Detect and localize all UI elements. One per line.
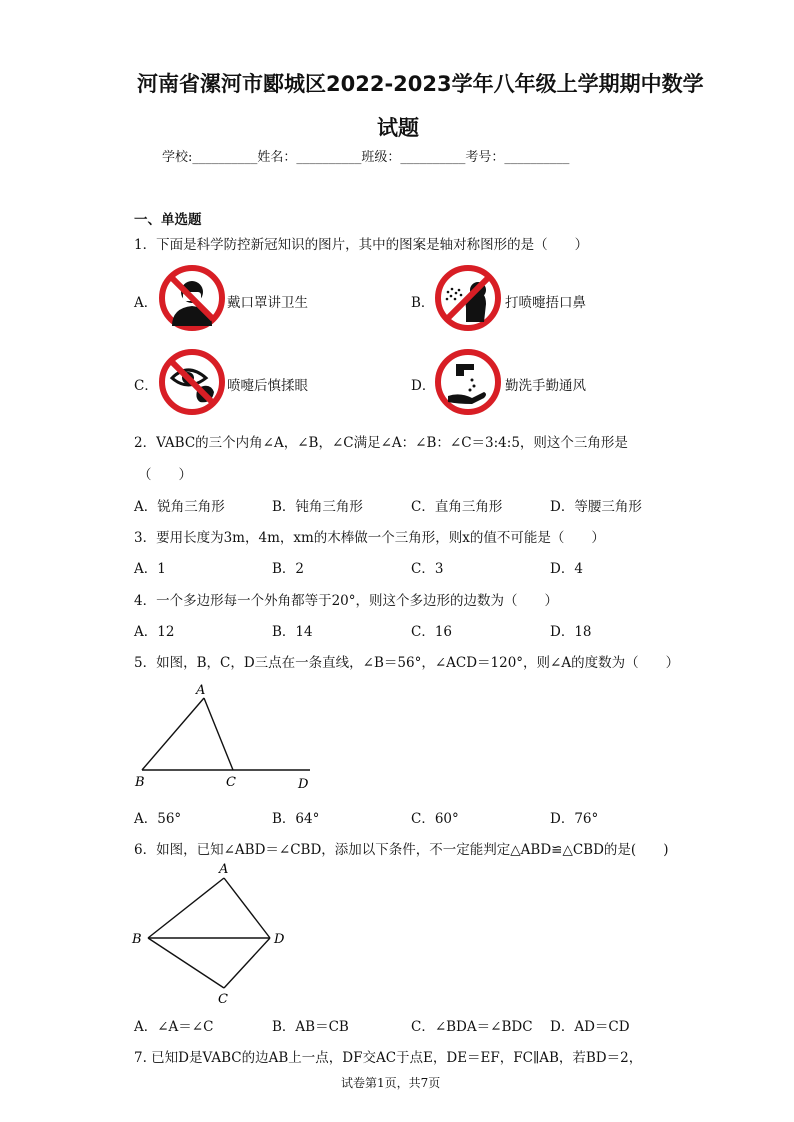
q2-option-b: B．钝角三角形: [272, 499, 363, 515]
handwash-icon: [434, 348, 502, 416]
q3-option-b: B．2: [272, 561, 305, 577]
section-heading: 一、单选题: [134, 212, 202, 228]
q6-option-d: D．AD＝CD: [550, 1019, 630, 1035]
mask-person-icon: [158, 264, 226, 332]
q5-segment-ab: [142, 698, 204, 770]
q5-label-c: C: [226, 775, 236, 790]
question-7-stem: 7. 已知D是VABC的边AB上一点，DF交AC于点E，DE＝EF，FC∥AB，若BD＝2，: [134, 1050, 643, 1066]
q1-option-c-letter: C．: [134, 378, 158, 394]
q1-option-b-caption: 打喷嚏捂口鼻: [505, 295, 586, 311]
q6-segment-cd: [224, 938, 270, 988]
question-2-stem: 2．VABC的三个内角∠A，∠B，∠C满足∠A：∠B：∠C＝3:4:5，则这个三角形是: [134, 435, 628, 451]
q3-option-d: D．4: [550, 561, 583, 577]
q6-option-b: B．AB＝CB: [272, 1019, 349, 1035]
q6-segment-bc: [148, 938, 224, 988]
q2-option-c: C．直角三角形: [411, 499, 503, 515]
question-3-stem: 3．要用长度为3m，4m，xm的木棒做一个三角形，则x的值不可能是（ ）: [134, 530, 605, 546]
q1-option-a-letter: A．: [134, 295, 158, 311]
question-2-stem-cont: （ ）: [138, 467, 192, 483]
q1-option-d-caption: 勤洗手勤通风: [505, 378, 586, 394]
q6-option-c: C．∠BDA＝∠BDC: [411, 1019, 533, 1035]
q1-option-b-letter: B．: [411, 295, 435, 311]
q5-option-a: A．56°: [134, 811, 182, 827]
q5-label-d: D: [298, 777, 309, 792]
q2-option-a: A．锐角三角形: [134, 499, 225, 515]
student-info-line: 学校:__________姓名：__________班级：__________考号：__________: [162, 150, 570, 165]
q5-option-c: C．60°: [411, 811, 459, 827]
question-5-stem: 5．如图，B，C，D三点在一条直线，∠B＝56°，∠ACD＝120°，则∠A的度数为（ ）: [134, 655, 680, 671]
question-1-stem: 1．下面是科学防控新冠知识的图片，其中的图案是轴对称图形的是（ ）: [134, 237, 589, 253]
q4-option-d: D．18: [550, 624, 592, 640]
q1-option-a-caption: 戴口罩讲卫生: [227, 295, 308, 311]
q6-label-b: B: [132, 932, 142, 947]
document-title-line1: 河南省漯河市郾城区2022-2023学年八年级上学期期中数学: [137, 72, 704, 96]
q5-segment-ac: [204, 698, 233, 770]
q4-option-c: C．16: [411, 624, 453, 640]
q5-option-d: D．76°: [550, 811, 599, 827]
q3-option-c: C．3: [411, 561, 444, 577]
eye-rub-icon: [158, 348, 226, 416]
q3-option-a: A．1: [134, 561, 166, 577]
q6-segment-ad: [224, 878, 270, 938]
q6-kite-figure: [128, 858, 298, 1008]
q1-option-d-letter: D．: [411, 378, 436, 394]
q6-option-a: A．∠A＝∠C: [134, 1019, 214, 1035]
q5-label-a: A: [196, 683, 206, 698]
q5-option-b: B．64°: [272, 811, 320, 827]
q6-label-d: D: [274, 932, 285, 947]
page-footer: 试卷第1页，共7页: [341, 1076, 441, 1090]
sneeze-icon: [434, 264, 502, 332]
q6-segment-ab: [148, 878, 224, 938]
q5-label-b: B: [135, 775, 145, 790]
q5-triangle-figure: [130, 682, 320, 792]
question-4-stem: 4．一个多边形每一个外角都等于20°，则这个多边形的边数为（ ）: [134, 593, 559, 609]
question-6-stem: 6．如图，已知∠ABD＝∠CBD，添加以下条件，不一定能判定△ABD≌△CBD的是( ): [134, 842, 669, 858]
document-title-line2: 试题: [377, 116, 419, 140]
q6-label-a: A: [219, 862, 229, 877]
q6-label-c: C: [218, 992, 228, 1007]
q2-option-d: D．等腰三角形: [550, 499, 642, 515]
q1-option-c-caption: 喷嚏后慎揉眼: [227, 378, 308, 394]
q4-option-b: B．14: [272, 624, 313, 640]
q4-option-a: A．12: [134, 624, 175, 640]
